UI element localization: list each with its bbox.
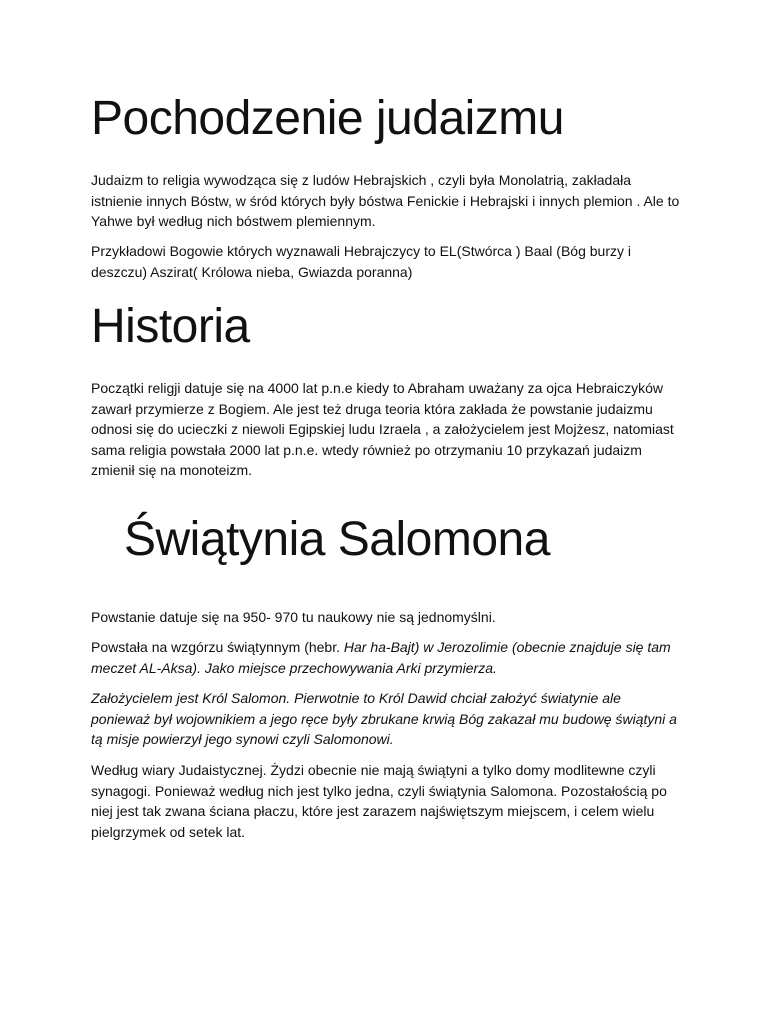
paragraph-mixed bbox=[91, 637, 681, 678]
paragraph: Według wiary Judaistycznej. Żydzi obecnie nie mają świątyni a tylko domy modlitewne czyli synagogi. Ponieważ według nich jest tylko jedna, czyli świątynia Salomona. Pozostałością po niej jest tak zwana ściana płaczu, które jest zarazem najświętszym miejscem, i celem wielu pielgrzymek od setek lat. bbox=[91, 762, 667, 840]
paragraph: Przykładowi Bogowie których wyznawali Hebrajczycy to EL(Stwórca ) Baal (Bóg burzy i deszczu) Aszirat( Królowa nieba, Gwiazda poranna) bbox=[91, 243, 631, 280]
heading-origin: Pochodzenie judaizmu bbox=[91, 92, 564, 145]
paragraph: Judaizm to religia wywodząca się z ludów Hebrajskich , czyli była Monolatrią, zakładała istnienie innych Bóstw, w śród których były bóstwa Fenickie i Hebrajski i innych plemion . Ale to Yahwe był według nich bóstwem plemiennym. bbox=[91, 172, 680, 229]
paragraph-part-italic: Har ha-Bajt) w Jerozolimie (obecnie znajduje się tam meczet AL-Aksa). Jako miejsce przechowywania Arki przymierza. bbox=[91, 639, 671, 676]
paragraph: Początki religji datuje się na 4000 lat p.n.e kiedy to Abraham uważany za ojca Hebraiczyków zawarł przymierze z Bogiem. Ale jest też druga teoria która zakłada że powstanie judaizmu odnosi się do ucieczki z niewoli Egipskiej ludu Izraela , a założycielem jest Mojżesz, natomiast sama religia powstała 2000 lat p.n.e. wtedy również po otrzymaniu 10 przykazań judaizm zmienił się na monoteizm. bbox=[91, 380, 674, 478]
paragraph: Powstanie datuje się na 950- 970 tu naukowy nie są jednomyślni. bbox=[91, 609, 496, 625]
heading-history: Historia bbox=[91, 300, 250, 353]
heading-temple: Świątynia Salomona bbox=[124, 513, 550, 566]
paragraph-italic: Założycielem jest Król Salomon. Pierwotnie to Król Dawid chciał założyć światynie ale ponieważ był wojownikiem a jego ręce były zbrukane krwią Bóg zakazał mu budowę świątyni a tą misje powierzył jego synowi czyli Salomonowi. bbox=[91, 690, 677, 747]
paragraph-part-plain: Powstała na wzgórzu świątynnym (hebr. bbox=[91, 639, 344, 655]
